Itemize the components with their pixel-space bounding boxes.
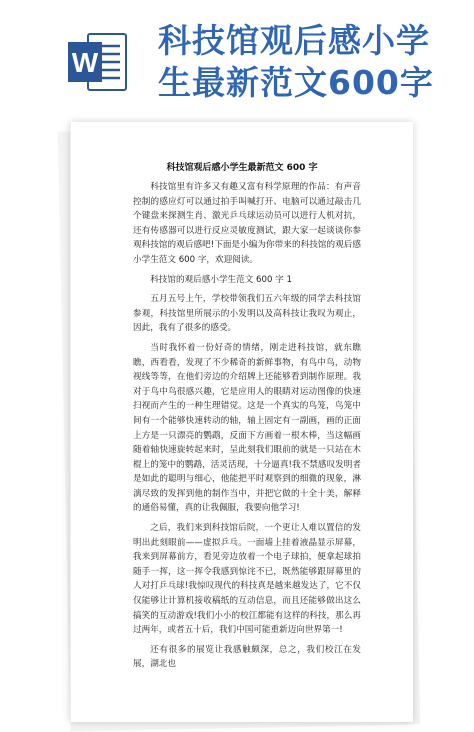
word-letter: W	[71, 47, 99, 78]
paragraph: 还有很多的展览让我感触颇深，总之，我们校江在发展，湖北也	[133, 644, 361, 670]
document-page	[70, 122, 413, 722]
paragraph: 之后，我们来到科技馆后院，一个更让人难以置信的发明出此刻眼前——虚拟乒乓。一面墙上挂着液晶显示屏幕，我来到屏幕前方，看见旁边放着一个电子球拍，便拿起球拍随手一挥，这一挥令我感到惊诧不已，既然能够跟屏幕里的人对打乒乓球!我惊叹现代的科技真是越来越发达了，它不仅仅能够让计算机接收稿纸的互动信息，而且还能够做出这么搞笑的互动游戏!我们小小的校江都能有这样的科技，那么再过两年，或者五十后，我们中国可能重新迈向世界第一!	[133, 523, 361, 636]
word-document-icon	[68, 30, 128, 94]
document-title: 科技馆观后感小学生最新范文 600 字	[166, 163, 318, 173]
paragraph: 当时我怀着一份好奇的情绪，刚走进科技馆，就东瞧瞧，西看看，发现了不少稀奇的新鲜事物，有鸟中鸟，动物视线等等，在他们旁边的介绍牌上还能够看到制作原理。我对于鸟中鸟很感兴趣，它是应用人的眼睛对运动图像的快速扫视而产生的一种生理错觉。这是一个真实的鸟笼，鸟笼中间有一个能够快速转动的轴，轴上固定有一副画，画的正面上方是一只漂亮的鹦鹉，反面下方画着一根木棒，当这幅画随着轴快速旋转起来时，呈此刻我们眼前的就是一只站在木棍上的笼中的鹦鹉，活灵活现，十分逼真!我不禁感叹发明者是如此的聪明与细心，他能把平时观察到的细微的现象，淋漓尽致的发挥到他的制作当中，并把它做的十全十美，解释的通俗易懂，真的让我佩服，我要向他学习!	[133, 342, 361, 514]
banner-title: 科技馆观后感小学生最新范文600字	[158, 21, 434, 102]
document-body	[133, 180, 361, 677]
paragraph: 五月五号上午，学校带领我们五六年级的同学去科技馆参观，科技馆里所展示的小发明以及高科技让我叹为观止，因此，我有了很多的感受。	[133, 294, 361, 334]
banner	[0, 0, 474, 112]
paragraph-heading: 科技馆的观后感小学生范文 600 字 1	[150, 274, 292, 285]
paragraph-intro: 科技馆里有许多又有趣又富有科学原理的作品：有声音控制的感应灯可以通过拍手叫喊打开、电脑可以通过敲击几个键盘来探测生肖、激光乒乓球运动员可以进行人机对抗，还有传感器可以进行反应灵敏度测试，跟大家一起谈谈你参观科技馆的观后感吧!下面是小编为你带来的科技馆的观后感小学生范文 600 字，欢迎阅读。	[133, 182, 361, 265]
